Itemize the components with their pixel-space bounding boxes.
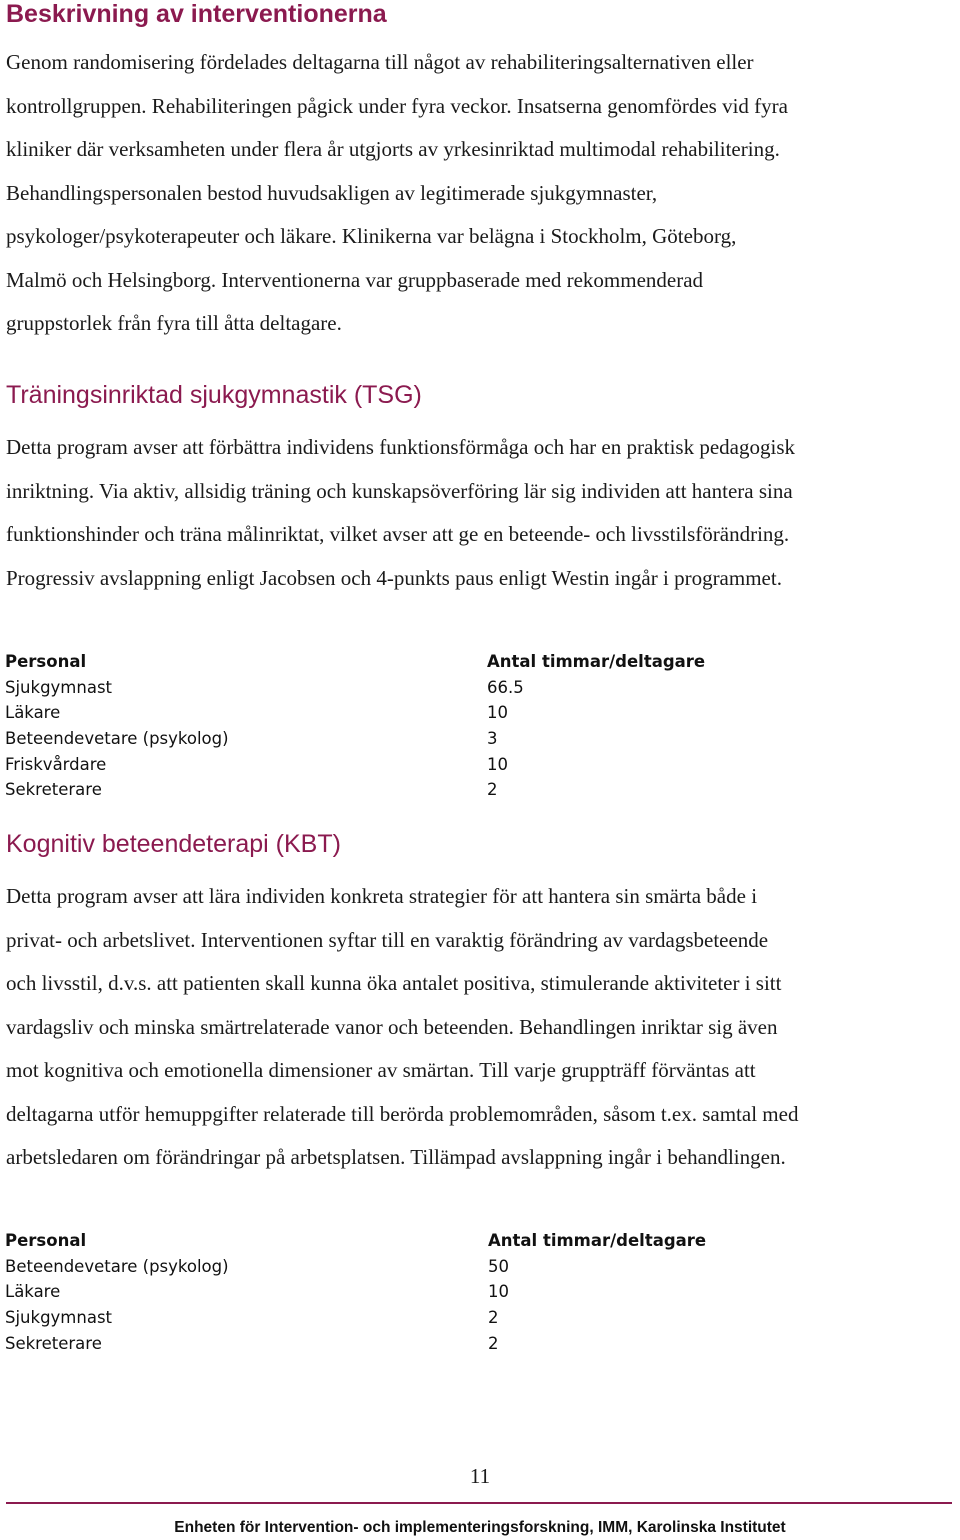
staff-role: Sjukgymnast <box>5 677 113 697</box>
staff-hours: 3 <box>487 729 498 749</box>
staff-hours: 50 <box>488 1256 509 1276</box>
column-header-personal: Personal <box>5 1231 87 1250</box>
paragraph-line: gruppstorlek från fyra till åtta deltagare. <box>6 311 342 335</box>
paragraph-line: Behandlingspersonalen bestod huvudsakligen av legitimerade sjukgymnaster, <box>6 180 658 205</box>
staff-hours: 2 <box>488 1308 499 1328</box>
column-header-hours: Antal timmar/deltagare <box>488 1231 707 1250</box>
paragraph-line: Genom randomisering fördelades deltagarna till något av rehabiliteringsalternativen eller <box>6 50 754 74</box>
staff-role: Friskvårdare <box>5 754 107 774</box>
kbt-heading: Kognitiv beteendeterapi (KBT) <box>6 830 341 858</box>
column-header-hours: Antal timmar/deltagare <box>487 652 706 671</box>
section-heading: Beskrivning av interventionerna <box>6 0 387 28</box>
paragraph-line: arbetsledaren om förändringar på arbetsplatsen. Tillämpad avslappning ingår i behandlingen. <box>6 1145 786 1169</box>
staff-role: Beteendevetare (psykolog) <box>5 1256 229 1276</box>
staff-role: Sekreterare <box>5 780 102 800</box>
staff-role: Läkare <box>5 1282 61 1302</box>
staff-role: Sekreterare <box>5 1333 102 1353</box>
footer-divider <box>6 1502 952 1504</box>
paragraph-line: inriktning. Via aktiv, allsidig träning och kunskapsöverföring lär sig individen att hantera sina <box>6 478 793 503</box>
paragraph-line: vardagsliv och minska smärtrelaterade vanor och beteenden. Behandlingen inriktar sig även <box>6 1014 778 1039</box>
paragraph-line: och livsstil, d.v.s. att patienten skall kunna öka antalet positiva, stimulerande aktiviteter i sitt <box>6 971 782 995</box>
paragraph-line: Progressiv avslappning enligt Jacobsen och 4-punkts paus enligt Westin ingår i programmet. <box>6 565 782 590</box>
column-header-personal: Personal <box>5 652 87 671</box>
paragraph-line: funktionshinder och träna målinriktat, vilket avser att ge en beteende- och livsstilsförändring. <box>6 522 790 546</box>
paragraph-line: psykologer/psykoterapeuter och läkare. Klinikerna var belägna i Stockholm, Göteborg, <box>6 224 737 248</box>
tsg-paragraph <box>6 426 956 600</box>
staff-role: Beteendevetare (psykolog) <box>5 729 229 749</box>
staff-hours: 10 <box>487 754 508 774</box>
staff-hours: 66.5 <box>487 677 524 697</box>
staff-role: Läkare <box>5 703 61 723</box>
paragraph-line: Detta program avser att lära individen konkreta strategier för att hantera sin smärta både i <box>6 884 758 908</box>
tsg-heading: Träningsinriktad sjukgymnastik (TSG) <box>6 381 422 409</box>
page-number: 11 <box>469 1464 491 1488</box>
paragraph-line: Detta program avser att förbättra individens funktionsförmåga och har en praktisk pedagogisk <box>6 435 796 459</box>
paragraph-line: mot kognitiva och emotionella dimensioner av smärtan. Till varje gruppträff förväntas att <box>6 1058 756 1082</box>
staff-hours: 10 <box>488 1282 509 1302</box>
intro-paragraph <box>6 41 956 346</box>
staff-hours: 10 <box>487 703 508 723</box>
footer-text: Enheten för Intervention- och implementeringsforskning, IMM, Karolinska Institutet <box>174 1519 786 1536</box>
staff-hours: 2 <box>488 1333 499 1353</box>
paragraph-line: Malmö och Helsingborg. Interventionerna var gruppbaserade med rekommenderad <box>6 267 704 292</box>
staff-hours: 2 <box>487 780 498 800</box>
paragraph-line: kontrollgruppen. Rehabiliteringen pågick under fyra veckor. Insatserna genomfördes vid fyra <box>6 93 788 118</box>
paragraph-line: privat- och arbetslivet. Interventionen syftar till en varaktig förändring av vardagsbeteende <box>6 927 769 952</box>
kbt-paragraph <box>6 875 956 1180</box>
staff-role: Sjukgymnast <box>5 1308 113 1328</box>
paragraph-line: deltagarna utför hemuppgifter relaterade till berörda problemområden, såsom t.ex. samtal med <box>6 1101 799 1126</box>
paragraph-line: kliniker där verksamheten under flera år utgjorts av yrkesinriktad multimodal rehabilitering. <box>6 137 780 161</box>
